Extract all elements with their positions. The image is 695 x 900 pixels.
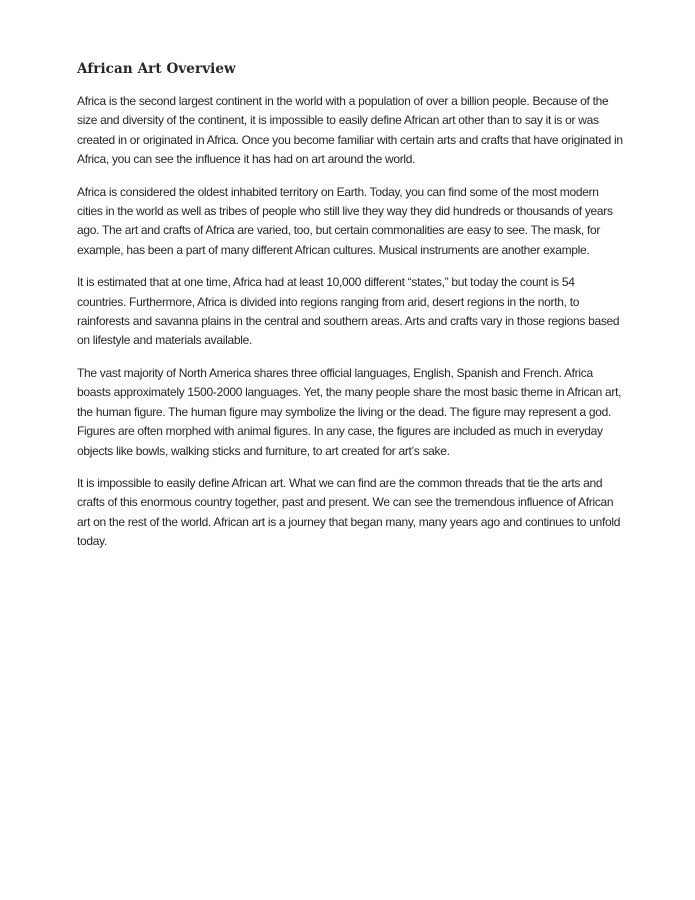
paragraph: Africa is considered the oldest inhabited territory on Earth. Today, you can find some of the most modern cities in the world as well as tribes of people who still live they way they did hundreds or thousands of years ago. The art and crafts of Africa are varied, too, but certain commonalities are easy to see. The mask, for example, has been a part of many different African cultures. Musical instruments are another example.	[77, 184, 613, 257]
paragraph: The vast majority of North America shares three official languages, English, Spanish and French. Africa boasts approximately 1500-2000 languages. Yet, the many people share the most basic theme in African art, the human figure. The human figure may symbolize the living or the dead. The figure may represent a god. Figures are often morphed with animal figures. In any case, the figures are included as much in everyday objects like bowls, walking sticks and furniture, to art created for art’s sake.	[77, 365, 622, 458]
paragraph: It is estimated that at one time, Africa had at least 10,000 different “states,” but today the count is 54 countries. Furthermore, Africa is divided into regions ranging from arid, desert regions in the north, to rainforests and savanna plains in the central and southern areas. Arts and crafts vary in those regions based on lifestyle and materials available.	[77, 275, 620, 348]
document-title: African Art Overview	[77, 61, 236, 77]
document-body	[77, 92, 623, 552]
paragraph: It is impossible to easily define African art. What we can find are the common threads that tie the arts and crafts of this enormous country together, past and present. We can see the tremendous influence of African art on the rest of the world. African art is a journey that began many, many years ago and continues to unfold today.	[77, 475, 621, 549]
paragraph: Africa is the second largest continent in the world with a population of over a billion people. Because of the size and diversity of the continent, it is impossible to easily define African art other than to say it is or was created in or originated in Africa. Once you become familiar with certain arts and crafts that have originated in Africa, you can see the influence it has had on art around the world.	[77, 94, 623, 167]
